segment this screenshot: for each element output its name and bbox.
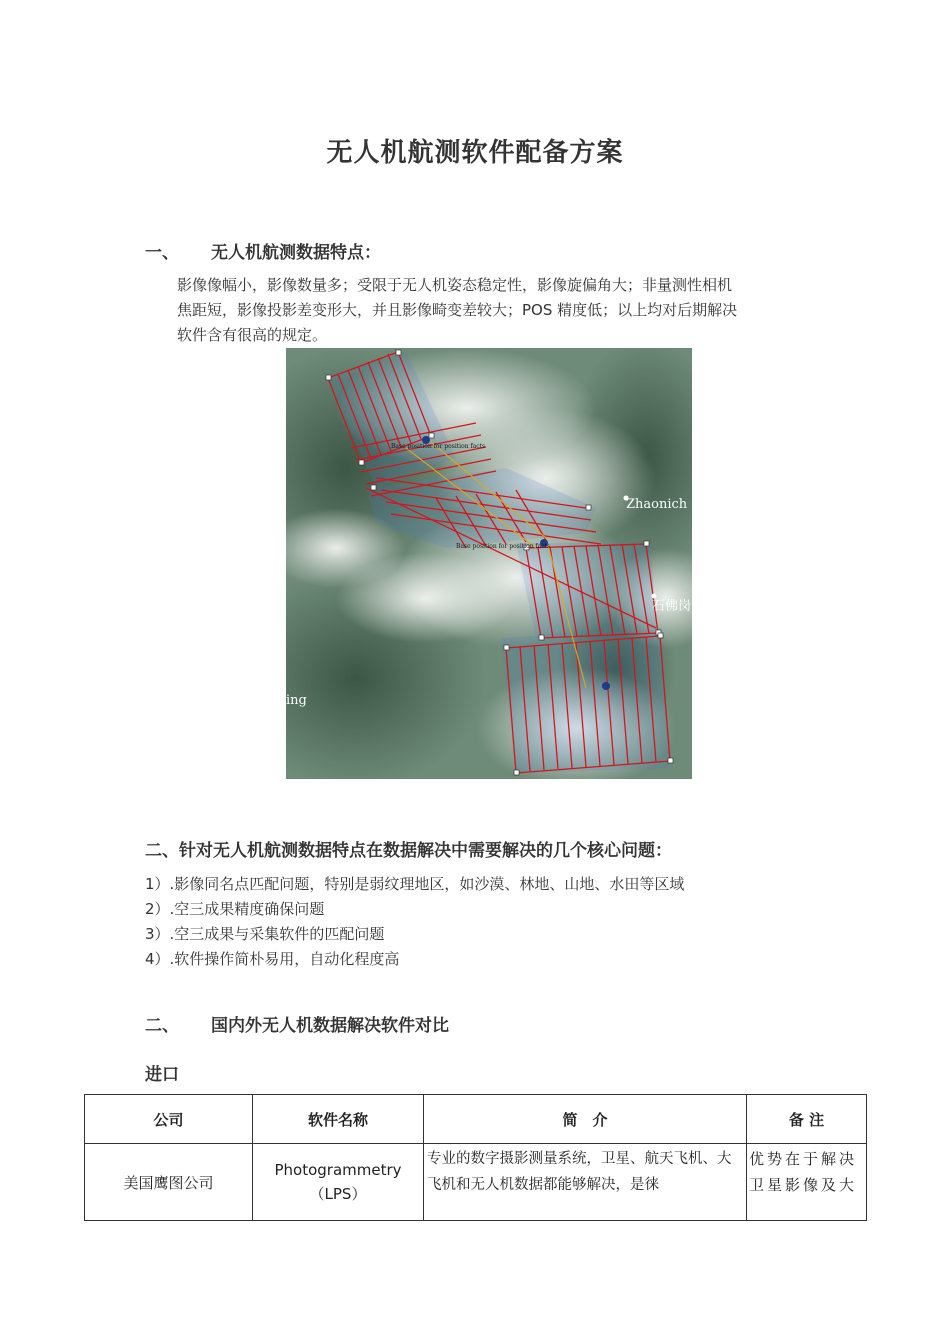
software-name: Photogrammetry [274,1161,402,1179]
intro-paragraph [177,273,817,348]
cell-software [253,1144,424,1221]
map-place-label: Zhaonich [626,497,688,512]
section-2-heading: 二、针对无人机航测数据特点在数据解决中需要解决的几个核心问题： [145,841,672,861]
list-item: 4）.软件操作简朴易用，自动化程度高 [145,950,400,968]
map-place-label: ing [286,693,307,708]
section-1-number: 一、 [145,243,179,263]
intro-line: 影像像幅小，影像数量多；受限于无人机姿态稳定性，影像旋偏角大；非量测性相机 [177,276,733,294]
cell-description [424,1144,747,1221]
cell-company: 美国鹰图公司 [85,1144,253,1221]
map-place-label: 石佛岗 [652,599,692,614]
section-1-heading [145,238,381,263]
section-3-number: 二、 [145,1016,179,1036]
header-note: 备 注 [747,1095,867,1144]
software-comparison-table [84,1094,867,1221]
header-company: 公司 [85,1095,253,1144]
table-row [85,1144,867,1221]
header-description: 简 介 [424,1095,747,1144]
software-abbrev: （LPS） [309,1185,367,1203]
page-title: 无人机航测软件配备方案 [326,138,624,168]
section-3-heading [145,1011,449,1036]
list-item: 1）.影像同名点匹配问题，特别是弱纹理地区，如沙漠、林地、山地、水田等区域 [145,875,685,893]
list-item: 2）.空三成果精度确保问题 [145,900,325,918]
map-overlay-text: Base position for position facts [391,443,486,450]
list-item: 3）.空三成果与采集软件的匹配问题 [145,925,385,943]
cell-note [747,1144,867,1221]
intro-line: 焦距短，影像投影差变形大，并且影像畸变差较大；POS 精度低；以上均对后期解决 [177,301,738,319]
intro-line: 软件含有很高的规定。 [177,326,328,344]
section-1-title: 无人机航测数据特点： [211,243,381,263]
table-header-row [85,1095,867,1144]
issue-list [145,872,684,972]
header-software: 软件名称 [253,1095,424,1144]
note-text: 优势在于解决卫星影像及大 [749,1150,858,1194]
description-text: 专业的数字摄影测量系统，卫星、航天飞机、大飞机和无人机数据都能够解决，是徕 [427,1151,732,1193]
section-3-title: 国内外无人机数据解决软件对比 [211,1016,449,1036]
map-overlay-text: Base position for position facts [456,543,551,550]
flight-plan-satellite-image [286,348,692,779]
subheading-import: 进口 [145,1065,179,1085]
